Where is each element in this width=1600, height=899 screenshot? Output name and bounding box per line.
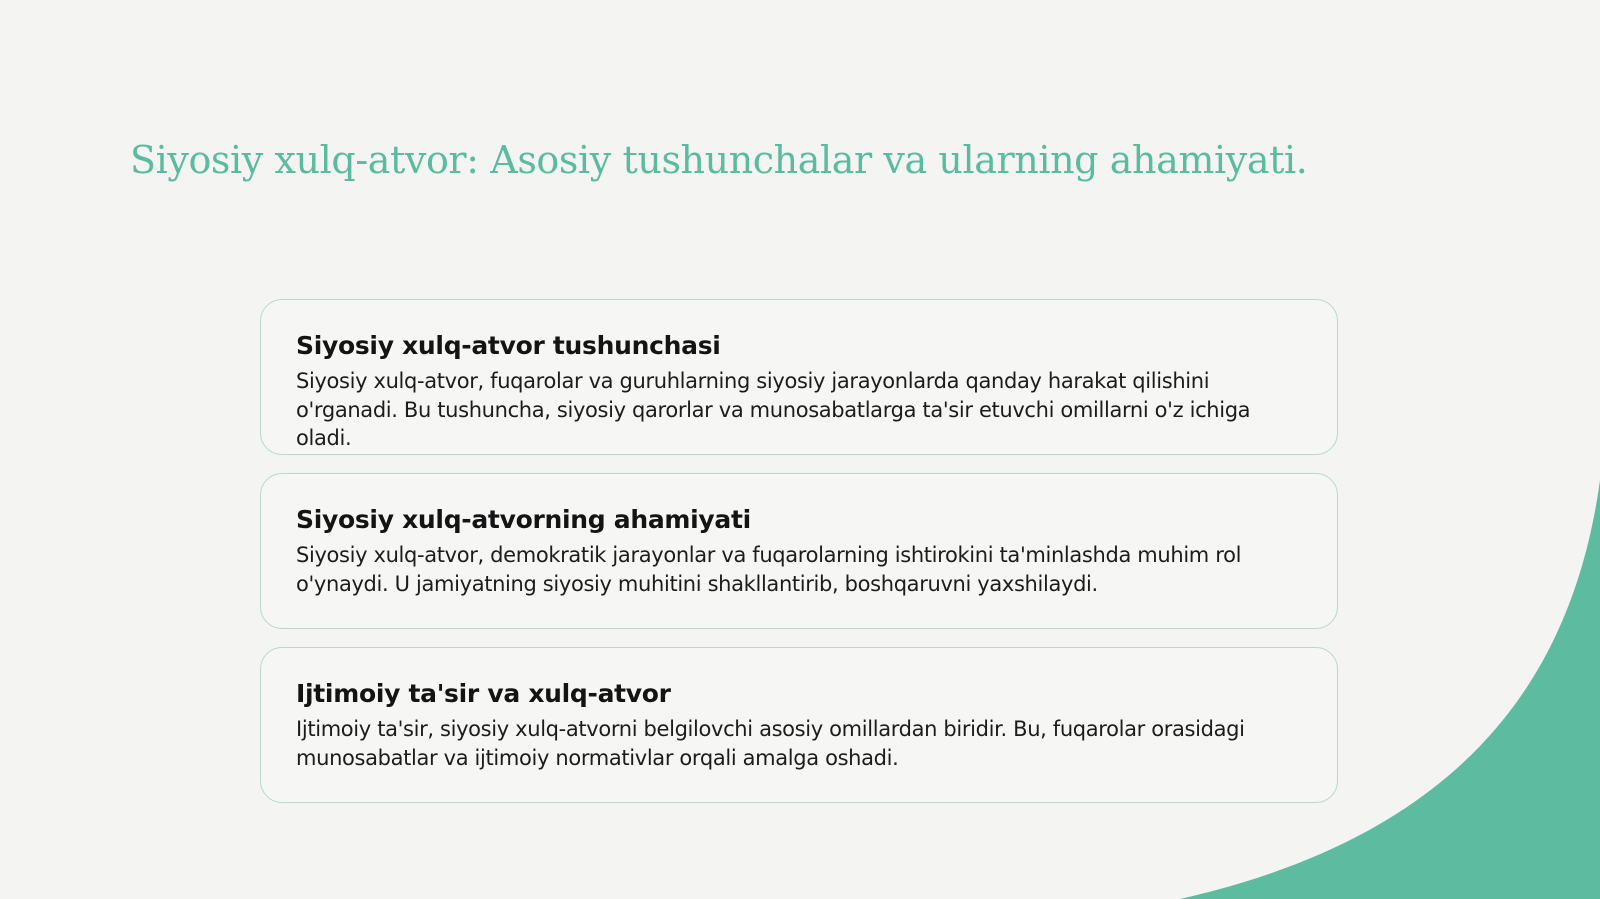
info-card-social-influence	[260, 647, 1338, 803]
card-body: Siyosiy xulq-atvor, fuqarolar va guruhlarning siyosiy jarayonlarda qanday harakat qilishini o'rganadi. Bu tushuncha, siyosiy qarorlar va munosabatlarga ta'sir etuvchi omillarni o'z ichiga oladi.	[296, 369, 1251, 450]
card-body: Ijtimoiy ta'sir, siyosiy xulq-atvorni belgilovchi asosiy omillardan biridir. Bu, fuqarolar orasidagi munosabatlar va ijtimoiy normativlar orqali amalga oshadi.	[296, 717, 1245, 770]
card-heading: Ijtimoiy ta'sir va xulq-atvor	[296, 679, 671, 708]
info-card-importance	[260, 473, 1338, 629]
card-body: Siyosiy xulq-atvor, demokratik jarayonlar va fuqarolarning ishtirokini ta'minlashda muhim rol o'ynaydi. U jamiyatning siyosiy muhitini shakllantirib, boshqaruvni yaxshilaydi.	[296, 543, 1242, 596]
slide-title: Siyosiy xulq-atvor: Asosiy tushunchalar va ularning ahamiyati.	[130, 138, 1308, 182]
card-heading: Siyosiy xulq-atvorning ahamiyati	[296, 505, 751, 534]
card-heading: Siyosiy xulq-atvor tushunchasi	[296, 331, 721, 360]
info-card-concept	[260, 299, 1338, 455]
